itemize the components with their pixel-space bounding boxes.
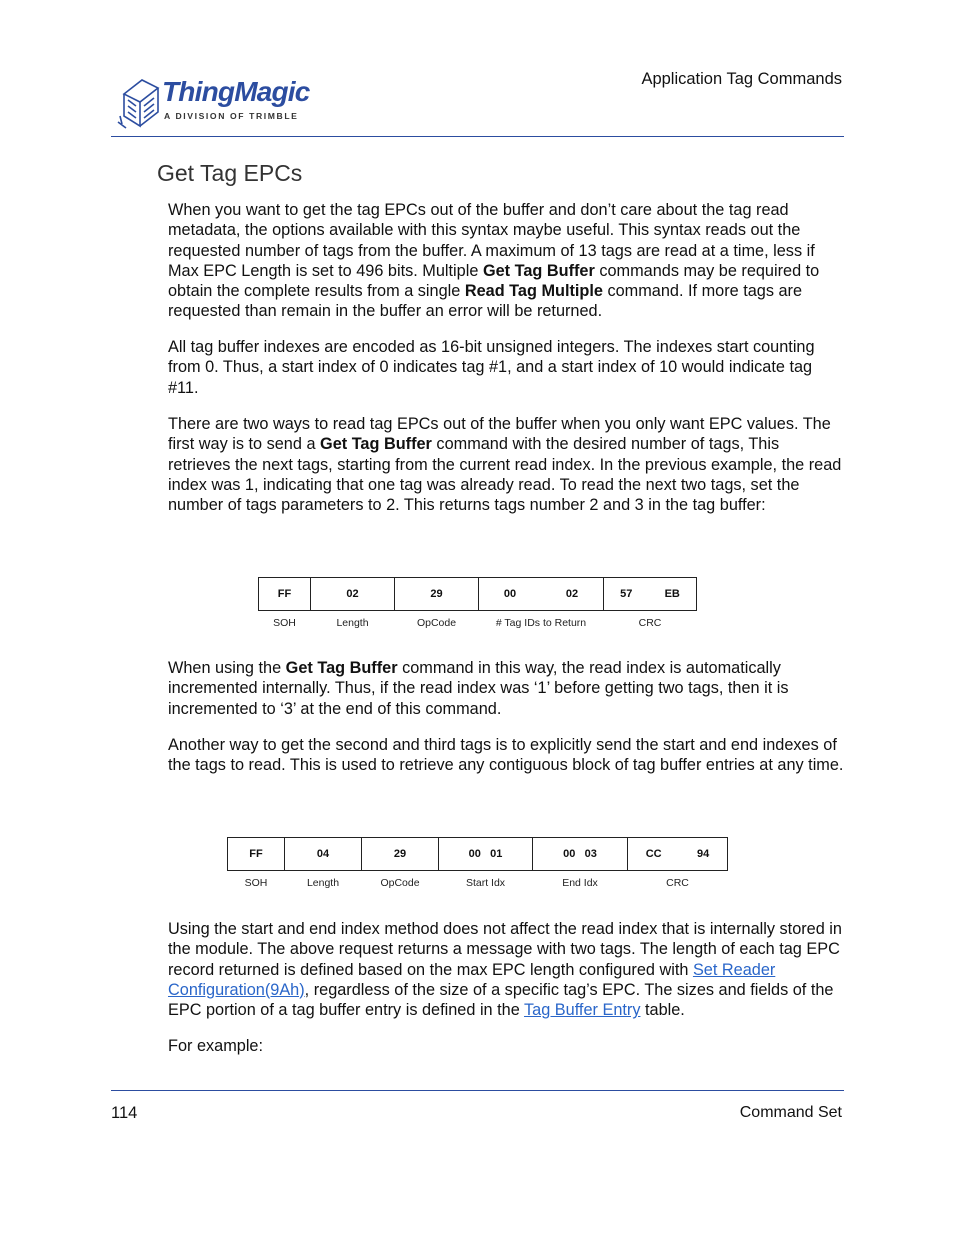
byte-cell: 29: [395, 578, 479, 611]
header-rule: [111, 136, 844, 137]
paragraph-start-end-method: Using the start and end index method does not affect the read index that is internally stored in the module. The above request returns a message with two tags. The length of each tag EPC record returned is defined based on the max EPC length configured with Set Reader Configuration(9Ah), regardless of the size of a specific tag’s EPC. The sizes and fields of the EPC portion of a tag buffer entry is defined in the Tag Buffer Entry table.: [168, 920, 842, 1020]
paragraph-for-example: For example:: [168, 1037, 264, 1055]
paragraph-second-way: Another way to get the second and third tags is to explicitly send the start and end indexes of the tags to read. This is used to retrieve any contiguous block of tag buffer entries at any time.: [168, 736, 844, 775]
section-title: Get Tag EPCs: [157, 160, 303, 186]
command-name: Get Tag Buffer: [320, 435, 432, 454]
byte-pair-cell: 57 EB: [604, 578, 697, 611]
byte-cell: FF: [228, 838, 285, 871]
paragraph-intro: When you want to get the tag EPCs out of the buffer and don’t care about the tag read metadata, the options available with this syntax maybe useful. This syntax reads out the requested number of tags from the buffer. A maximum of 13 tags are read at a time, less if Max EPC Length is set to 496 bits. Multiple Get Tag Buffer commands may be required to obtain the complete results from a single Read Tag Multiple command. If more tags are requested than remain in the buffer an error will be returned.: [168, 201, 820, 321]
command-name: Read Tag Multiple: [464, 282, 603, 301]
footer-section-name: Command Set: [739, 1104, 842, 1121]
byte-cell: FF: [259, 578, 311, 611]
chapter-title: Application Tag Commands: [641, 70, 842, 88]
byte-pair-cell: 00 02: [479, 578, 604, 611]
command-table-start-end-index: [227, 837, 728, 890]
logo-wordmark: ThingMagic: [162, 76, 310, 107]
command-name: Get Tag Buffer: [482, 261, 595, 280]
field-caption: SOH: [244, 877, 268, 889]
footer-rule: [111, 1090, 844, 1091]
field-caption: CRC: [666, 877, 689, 889]
paragraph-read-index: When using the Get Tag Buffer command in this way, the read index is automatically incremented internally. Thus, if the read index was ‘1’ before getting two tags, then it is incremented to ‘3’ at the end of this command.: [168, 659, 789, 718]
field-caption: Length: [306, 877, 340, 889]
paragraph-two-ways: There are two ways to read tag EPCs out of the buffer when you only want EPC values. The first way is to send a Get Tag Buffer command with the desired number of tags, This retrieves the next tags, starting from the current read index. In the previous example, the read index was 1, indicating that one tag was already read. To read the next two tags, set the number of tags parameters to 2. This returns tags number 2 and 3 in the tag buffer:: [168, 415, 842, 515]
field-caption: OpCode: [380, 877, 420, 889]
byte-cell: 02: [311, 578, 395, 611]
logo-tagline: A DIVISION OF TRIMBLE: [164, 111, 299, 121]
link-tag-buffer-entry[interactable]: Tag Buffer Entry: [524, 1001, 641, 1020]
field-caption: OpCode: [416, 617, 457, 629]
command-table-get-tag-buffer: [258, 577, 697, 630]
field-caption: SOH: [273, 617, 296, 629]
link-set-reader-configuration[interactable]: Set Reader Configuration(9Ah): [168, 960, 776, 999]
byte-pair-cell: 00 01: [439, 838, 533, 871]
field-caption: CRC: [638, 617, 662, 629]
logo-mark-icon: [116, 72, 162, 130]
field-caption: Length: [336, 617, 369, 629]
field-caption: End Idx: [562, 877, 598, 889]
paragraph-indexes: All tag buffer indexes are encoded as 16-bit unsigned integers. The indexes start counting from 0. Thus, a start index of 0 indicates tag #1, and a start index of 10 would indicate tag #11.: [168, 338, 815, 397]
byte-pair-cell: CC 94: [628, 838, 728, 871]
byte-pair-cell: 00 03: [533, 838, 628, 871]
field-caption: # Tag IDs to Return: [495, 617, 587, 629]
page-number: 114: [111, 1104, 138, 1122]
field-caption: Start Idx: [465, 877, 506, 889]
byte-cell: 29: [362, 838, 439, 871]
byte-cell: 04: [285, 838, 362, 871]
thingmagic-logo: [116, 72, 316, 132]
command-name: Get Tag Buffer: [285, 659, 398, 677]
